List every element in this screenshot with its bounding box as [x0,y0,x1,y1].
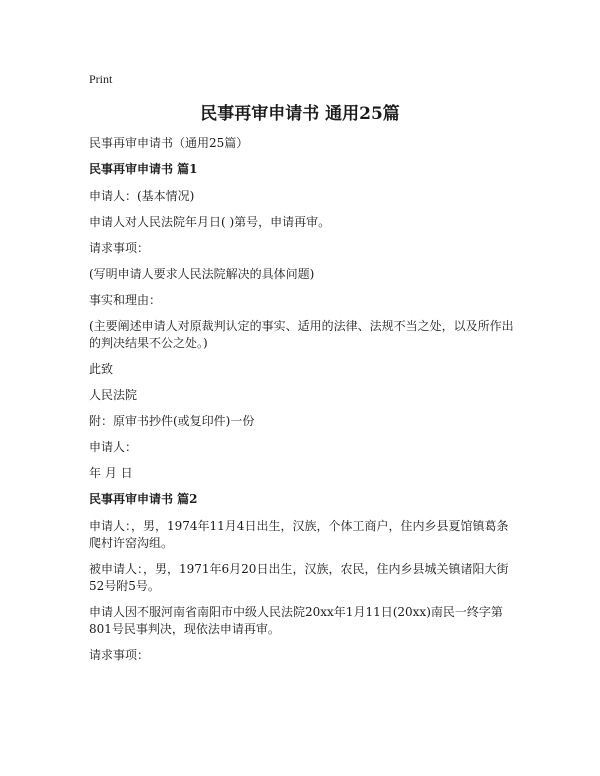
document-body [89,135,514,673]
paragraph: 请求事项： [89,241,150,255]
paragraph: 请求事项： [89,648,150,662]
paragraph: 申请人对人民法院年月日( )第号，申请再审。 [89,215,331,229]
paragraph: 事实和理由： [89,293,162,307]
section-heading-1: 民事再审申请书 篇1 [89,162,198,176]
paragraph: 被申请人：，男，1971年6月20日出生，汉族，农民，住内乡县城关镇诸阳大街52号附5号。 [89,562,509,593]
paragraph: 附：原审书抄件(或复印件)一份 [89,414,255,428]
document-title: 民事再审申请书 通用25篇 [200,104,400,124]
paragraph: 申请人：，男，1974年11月4日出生，汉族，个体工商户，住内乡县夏馆镇葛条爬村许窑沟组。 [89,519,509,550]
document-subtitle: 民事再审申请书（通用25篇） [89,136,249,150]
paragraph: 申请人： [89,440,138,454]
paragraph: (主要阐述申请人对原裁判认定的事实、适用的法律、法规不当之处，以及所作出的判决结果不公之处。) [89,319,514,350]
paragraph: 此致 [89,362,114,376]
print-link[interactable]: Print [89,72,113,86]
paragraph: (写明申请人要求人民法院解决的具体问题) [89,267,315,281]
paragraph: 申请人因不服河南省南阳市中级人民法院20xx年1月11日(20xx)南民一终字第801号民事判决，现依法申请再审。 [89,605,503,636]
paragraph: 人民法院 [89,388,138,402]
section-heading-2: 民事再审申请书 篇2 [89,492,198,506]
paragraph: 申请人：(基本情况) [89,189,195,203]
paragraph: 年 月 日 [89,466,133,480]
